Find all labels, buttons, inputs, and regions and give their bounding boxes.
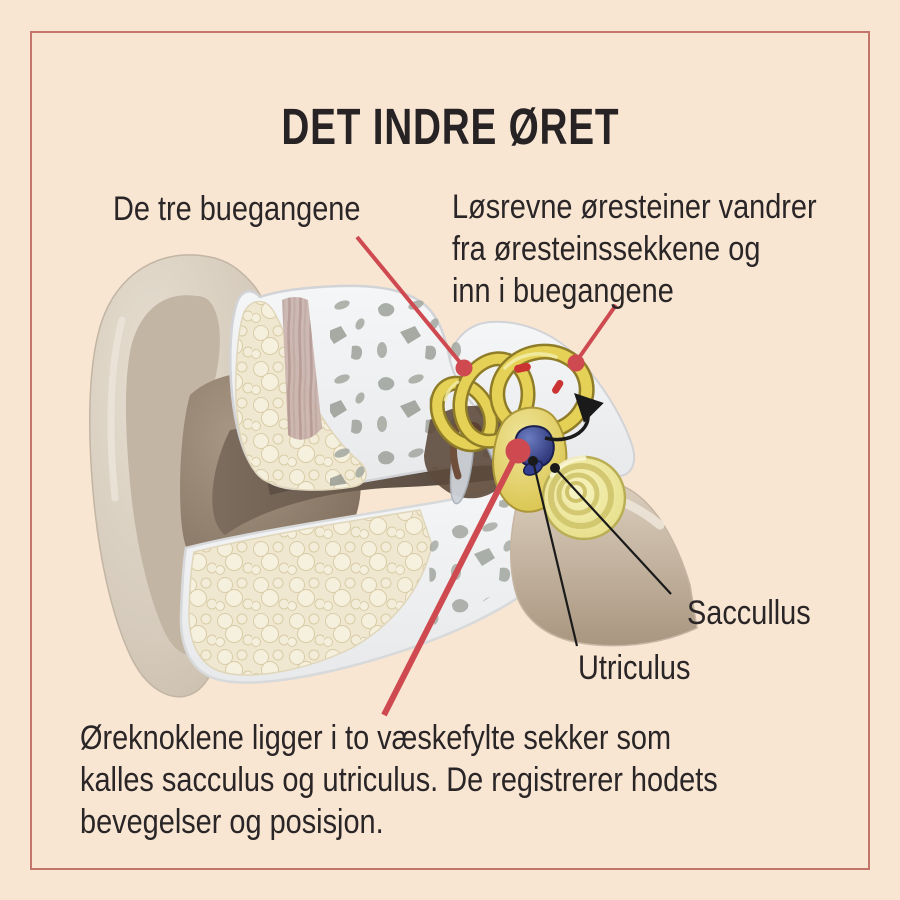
label-otoliths-line3: inn i buegangene: [452, 272, 674, 310]
label-otoliths-line1: Løsrevne øresteiner vandrer: [452, 188, 817, 226]
label-saccullus: [687, 592, 811, 634]
leader-red-otoliths: [568, 305, 617, 372]
caption-line2: kalles sacculus og utriculus. De registrerer hodets: [80, 761, 718, 799]
label-buegangene-text: De tre buegangene: [113, 190, 361, 228]
label-buegangene: [113, 188, 360, 230]
label-otoliths-line2: fra øresteinssekkene og: [452, 230, 761, 268]
caption-line3: bevegelser og posisjon.: [80, 803, 384, 841]
label-utriculus: [578, 647, 690, 689]
caption-paragraph: [80, 717, 718, 843]
title-row: [0, 97, 900, 156]
label-utriculus-text: Utriculus: [578, 649, 691, 687]
caption-line1: Øreknoklene ligger i to væskefylte sekker som: [80, 719, 672, 757]
label-saccullus-text: Saccullus: [687, 594, 811, 632]
label-otoliths: [452, 186, 817, 312]
page-title: DET INDRE ØRET: [281, 98, 619, 155]
